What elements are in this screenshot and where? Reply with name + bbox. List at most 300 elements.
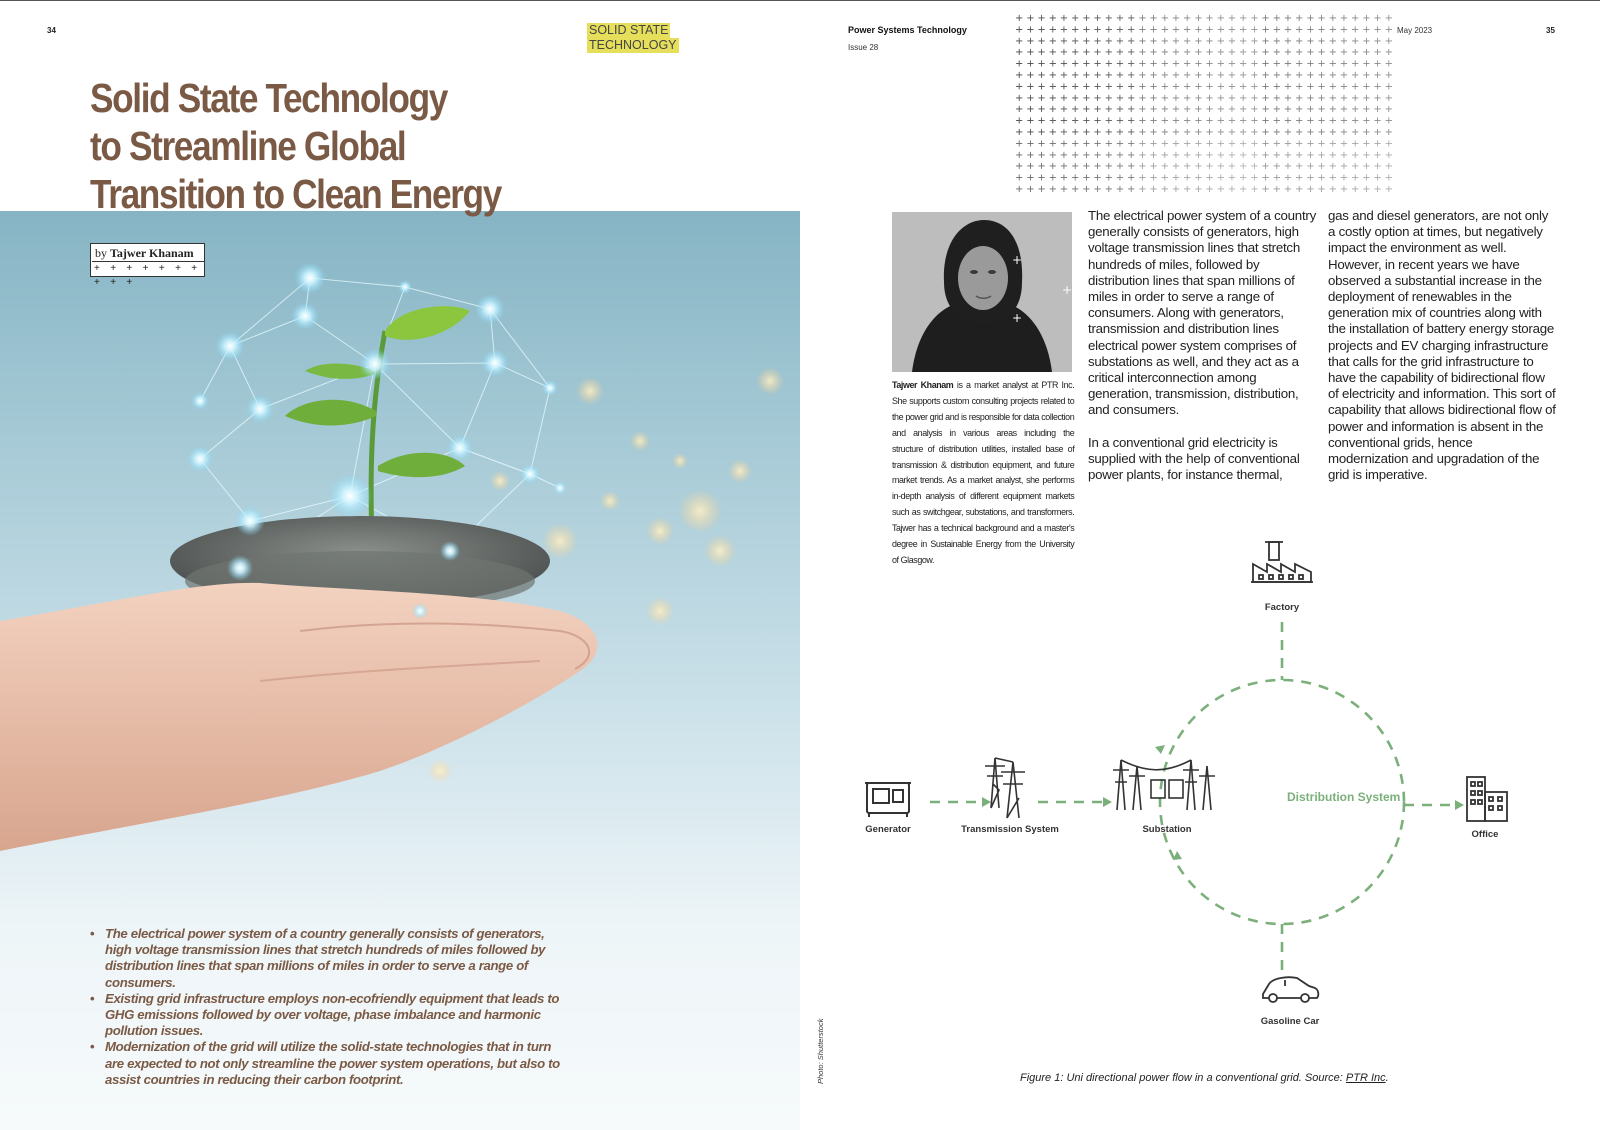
plus-glyph: + (1272, 138, 1281, 150)
plus-glyph: + (1194, 92, 1203, 104)
plus-glyph: + (1272, 149, 1281, 161)
plus-glyph: + (1171, 115, 1181, 127)
plus-pattern-decoration (1011, 12, 1391, 198)
plus-glyph: + (1328, 58, 1337, 70)
plus-glyph: + (1295, 127, 1304, 138)
section-tag-line-2: TECHNOLOGY (589, 38, 677, 52)
plus-glyph: + (1373, 58, 1382, 70)
key-point: • Modernization of the grid will utilize the solid-state technologies that in turn are expected to not only streamline the power system operations, but also to assist countries in reducing their carbon footprint. (88, 1039, 568, 1088)
plus-glyph: + (1362, 149, 1371, 161)
byline-plus-row: + + + + + + + + + + (92, 261, 204, 276)
plus-glyph: + (1183, 58, 1192, 70)
plus-glyph: + (1283, 138, 1293, 150)
plus-glyph: + (1216, 138, 1225, 150)
plus-glyph: + (1384, 149, 1393, 161)
plus-glyph: + (1227, 184, 1237, 195)
plus-glyph: + (1104, 149, 1113, 161)
plus-glyph: + (1373, 47, 1382, 59)
plus-glyph: + (1104, 47, 1113, 59)
plus-glyph: + (1239, 127, 1248, 138)
plus-glyph: + (1127, 92, 1136, 104)
plus-glyph: + (1115, 172, 1125, 184)
plus-glyph: + (1138, 35, 1147, 47)
svg-text:+: + (1062, 283, 1073, 297)
plus-glyph: + (1082, 92, 1091, 104)
plus-glyph: + (1059, 81, 1069, 93)
plus-glyph: + (1317, 81, 1326, 93)
plus-glyph: + (1104, 92, 1113, 104)
plus-glyph: + (1048, 104, 1057, 116)
plus-glyph: + (1283, 70, 1293, 81)
byline-box (90, 243, 205, 288)
plus-glyph: + (1026, 104, 1035, 116)
plus-glyph: + (1160, 70, 1169, 81)
plus-glyph: + (1026, 81, 1035, 93)
plus-glyph: + (1026, 24, 1035, 36)
plus-glyph: + (1138, 92, 1147, 104)
plus-glyph: + (1048, 127, 1057, 138)
plus-glyph: + (1250, 161, 1259, 173)
plus-glyph: + (1239, 58, 1248, 70)
plus-glyph: + (1127, 127, 1136, 138)
plus-glyph: + (1115, 161, 1125, 173)
plus-glyph: + (1026, 92, 1035, 104)
plus-glyph: + (1127, 47, 1136, 59)
plus-glyph: + (1183, 81, 1192, 93)
plus-glyph: + (1115, 13, 1125, 24)
plus-glyph: + (1272, 47, 1281, 59)
plus-glyph: + (1026, 138, 1035, 150)
plus-glyph: + (1194, 115, 1203, 127)
plus-glyph: + (1295, 104, 1304, 116)
plus-glyph: + (1373, 13, 1382, 24)
body-column-2 (1328, 208, 1556, 499)
plus-glyph: + (1250, 24, 1259, 36)
plus-glyph: + (1306, 127, 1315, 138)
plus-glyph: + (1205, 115, 1214, 127)
plus-glyph: + (1239, 35, 1248, 47)
plus-glyph: + (1362, 138, 1371, 150)
caption-source-link[interactable]: PTR Inc (1345, 1072, 1386, 1084)
office-icon (1467, 777, 1507, 821)
plus-glyph: + (1216, 92, 1225, 104)
power-flow-diagram (855, 540, 1555, 1030)
plus-glyph: + (1138, 184, 1147, 195)
plus-glyph: + (1037, 161, 1046, 173)
plus-glyph: + (1261, 149, 1270, 161)
plus-glyph: + (1317, 161, 1326, 173)
plus-glyph: + (1239, 104, 1248, 116)
plus-glyph: + (1059, 35, 1069, 47)
plus-glyph: + (1015, 81, 1024, 93)
plus-glyph: + (1082, 58, 1091, 70)
plus-glyph: + (1250, 184, 1259, 195)
plus-glyph: + (1093, 92, 1102, 104)
plus-glyph: + (1160, 161, 1169, 173)
plus-glyph: + (1283, 161, 1293, 173)
plus-glyph: + (1205, 161, 1214, 173)
plus-glyph: + (1328, 127, 1337, 138)
plus-glyph: + (1026, 58, 1035, 70)
plus-glyph: + (1171, 24, 1181, 36)
plus-glyph: + (1239, 115, 1248, 127)
plus-glyph: + (1317, 172, 1326, 184)
plus-glyph: + (1250, 104, 1259, 116)
plus-glyph: + (1048, 81, 1057, 93)
plus-glyph: + (1328, 24, 1337, 36)
plus-glyph: + (1205, 184, 1214, 195)
plus-glyph: + (1283, 13, 1293, 24)
plus-glyph: + (1127, 104, 1136, 116)
plus-glyph: + (1149, 24, 1158, 36)
plus-glyph: + (1373, 104, 1382, 116)
plus-glyph: + (1015, 24, 1024, 36)
plus-glyph: + (1317, 92, 1326, 104)
plus-glyph: + (1306, 47, 1315, 59)
plus-glyph: + (1015, 92, 1024, 104)
plus-glyph: + (1194, 70, 1203, 81)
plus-glyph: + (1160, 138, 1169, 150)
plus-glyph: + (1037, 184, 1046, 195)
plus-glyph: + (1384, 138, 1393, 150)
plus-glyph: + (1048, 184, 1057, 195)
plus-glyph: + (1104, 35, 1113, 47)
plus-glyph: + (1037, 115, 1046, 127)
plus-glyph: + (1048, 149, 1057, 161)
plus-glyph: + (1082, 13, 1091, 24)
plus-glyph: + (1071, 161, 1080, 173)
plus-glyph: + (1216, 70, 1225, 81)
plus-glyph: + (1362, 127, 1371, 138)
plus-glyph: + (1037, 92, 1046, 104)
plus-glyph: + (1261, 81, 1270, 93)
plus-glyph: + (1239, 92, 1248, 104)
plus-glyph: + (1373, 149, 1382, 161)
plus-glyph: + (1261, 58, 1270, 70)
plus-glyph: + (1093, 35, 1102, 47)
plus-glyph: + (1216, 115, 1225, 127)
plus-glyph: + (1082, 184, 1091, 195)
plus-glyph: + (1026, 70, 1035, 81)
plus-glyph: + (1093, 58, 1102, 70)
plus-glyph: + (1250, 138, 1259, 150)
plus-glyph: + (1026, 161, 1035, 173)
plus-glyph: + (1104, 115, 1113, 127)
plus-glyph: + (1373, 70, 1382, 81)
plus-glyph: + (1171, 35, 1181, 47)
plus-glyph: + (1239, 138, 1248, 150)
plus-glyph: + (1059, 13, 1069, 24)
plus-glyph: + (1272, 184, 1281, 195)
plus-glyph: + (1127, 58, 1136, 70)
plus-glyph: + (1138, 47, 1147, 59)
plus-glyph: + (1351, 149, 1360, 161)
plus-glyph: + (1328, 92, 1337, 104)
plus-glyph: + (1093, 104, 1102, 116)
plus-glyph: + (1295, 35, 1304, 47)
plus-glyph: + (1250, 172, 1259, 184)
plus-glyph: + (1205, 127, 1214, 138)
plus-glyph: + (1149, 161, 1158, 173)
plus-glyph: + (1339, 184, 1349, 195)
plus-glyph: + (1138, 58, 1147, 70)
plus-glyph: + (1026, 149, 1035, 161)
plus-glyph: + (1205, 24, 1214, 36)
plus-glyph: + (1216, 24, 1225, 36)
plus-glyph: + (1183, 104, 1192, 116)
plus-glyph: + (1295, 70, 1304, 81)
plus-glyph: + (1250, 149, 1259, 161)
plus-glyph: + (1306, 184, 1315, 195)
plus-glyph: + (1194, 13, 1203, 24)
plus-glyph: + (1149, 184, 1158, 195)
plus-glyph: + (1227, 58, 1237, 70)
plus-glyph: + (1384, 47, 1393, 59)
plus-glyph: + (1127, 161, 1136, 173)
plus-glyph: + (1160, 149, 1169, 161)
plus-glyph: + (1261, 92, 1270, 104)
plus-glyph: + (1384, 13, 1393, 24)
bio-author-name: Tajwer Khanam (892, 380, 954, 391)
plus-glyph: + (1373, 24, 1382, 36)
plus-glyph: + (1295, 81, 1304, 93)
plus-glyph: + (1272, 13, 1281, 24)
plus-glyph: + (1239, 149, 1248, 161)
plus-glyph: + (1295, 161, 1304, 173)
plus-glyph: + (1216, 127, 1225, 138)
plus-glyph: + (1250, 13, 1259, 24)
plus-glyph: + (1205, 70, 1214, 81)
plus-glyph: + (1362, 81, 1371, 93)
plus-glyph: + (1071, 47, 1080, 59)
plus-glyph: + (1037, 47, 1046, 59)
plus-glyph: + (1127, 172, 1136, 184)
plus-glyph: + (1339, 161, 1349, 173)
plus-glyph: + (1093, 81, 1102, 93)
plus-glyph: + (1149, 104, 1158, 116)
plus-glyph: + (1082, 172, 1091, 184)
plus-glyph: + (1115, 70, 1125, 81)
plus-glyph: + (1261, 184, 1270, 195)
plus-glyph: + (1351, 92, 1360, 104)
plus-glyph: + (1384, 70, 1393, 81)
plus-glyph: + (1026, 35, 1035, 47)
plus-glyph: + (1362, 184, 1371, 195)
label-office: Office (1471, 829, 1499, 840)
plus-glyph: + (1306, 35, 1315, 47)
svg-text:+: + (1012, 311, 1023, 325)
plus-glyph: + (1183, 47, 1192, 59)
plus-glyph: + (1194, 127, 1203, 138)
plus-glyph: + (1059, 47, 1069, 59)
plus-glyph: + (1082, 127, 1091, 138)
svg-text:+: + (1012, 253, 1023, 267)
plus-glyph: + (1015, 184, 1024, 195)
plus-glyph: + (1272, 58, 1281, 70)
label-transmission: Transmission System (961, 824, 1059, 835)
plus-glyph: + (1082, 35, 1091, 47)
plus-glyph: + (1194, 161, 1203, 173)
plus-glyph: + (1037, 24, 1046, 36)
plus-glyph: + (1328, 115, 1337, 127)
plus-glyph: + (1048, 161, 1057, 173)
plus-glyph: + (1048, 24, 1057, 36)
plus-glyph: + (1339, 58, 1349, 70)
plus-glyph: + (1115, 149, 1125, 161)
plus-glyph: + (1373, 35, 1382, 47)
plus-glyph: + (1339, 35, 1349, 47)
plus-glyph: + (1373, 92, 1382, 104)
plus-glyph: + (1015, 35, 1024, 47)
plus-glyph: + (1306, 149, 1315, 161)
plus-glyph: + (1093, 115, 1102, 127)
plus-glyph: + (1037, 13, 1046, 24)
plus-glyph: + (1171, 92, 1181, 104)
plus-glyph: + (1082, 24, 1091, 36)
plus-glyph: + (1227, 172, 1237, 184)
photo-credit: Photo: Shutterstock (816, 1018, 825, 1084)
plus-glyph: + (1283, 47, 1293, 59)
plus-glyph: + (1171, 127, 1181, 138)
figure-caption (1020, 1072, 1389, 1084)
plus-glyph: + (1127, 149, 1136, 161)
plus-glyph: + (1127, 81, 1136, 93)
plus-glyph: + (1306, 24, 1315, 36)
plus-glyph: + (1261, 24, 1270, 36)
plus-glyph: + (1317, 24, 1326, 36)
plus-glyph: + (1059, 58, 1069, 70)
plus-glyph: + (1048, 138, 1057, 150)
page-number-right: 35 (1546, 26, 1555, 35)
plus-glyph: + (1071, 35, 1080, 47)
plus-glyph: + (1171, 13, 1181, 24)
plus-glyph: + (1059, 92, 1069, 104)
plus-glyph: + (1015, 104, 1024, 116)
plus-glyph: + (1194, 58, 1203, 70)
plus-glyph: + (1015, 138, 1024, 150)
byline-author[interactable]: Tajwer Khanam (110, 246, 194, 260)
plus-glyph: + (1272, 81, 1281, 93)
plus-glyph: + (1171, 172, 1181, 184)
plus-glyph: + (1351, 184, 1360, 195)
plus-glyph: + (1227, 161, 1237, 173)
plus-glyph: + (1216, 149, 1225, 161)
plus-glyph: + (1216, 81, 1225, 93)
plus-glyph: + (1227, 115, 1237, 127)
plus-glyph: + (1115, 81, 1125, 93)
plus-glyph: + (1306, 104, 1315, 116)
plus-glyph: + (1149, 149, 1158, 161)
plus-glyph: + (1295, 47, 1304, 59)
plus-glyph: + (1160, 115, 1169, 127)
plus-glyph: + (1104, 24, 1113, 36)
plus-glyph: + (1250, 127, 1259, 138)
plus-glyph: + (1071, 70, 1080, 81)
plus-glyph: + (1071, 58, 1080, 70)
plus-glyph: + (1093, 161, 1102, 173)
plus-glyph: + (1071, 172, 1080, 184)
plus-glyph: + (1093, 127, 1102, 138)
plus-glyph: + (1250, 115, 1259, 127)
plus-glyph: + (1149, 35, 1158, 47)
plus-glyph: + (1160, 58, 1169, 70)
label-factory: Factory (1264, 602, 1300, 613)
plus-glyph: + (1160, 184, 1169, 195)
plus-glyph: + (1317, 127, 1326, 138)
plus-glyph: + (1194, 149, 1203, 161)
plus-glyph: + (1239, 81, 1248, 93)
plus-glyph: + (1205, 81, 1214, 93)
plus-glyph: + (1059, 172, 1069, 184)
plus-glyph: + (1048, 70, 1057, 81)
plus-glyph: + (1261, 115, 1270, 127)
plus-glyph: + (1295, 24, 1304, 36)
plus-glyph: + (1362, 115, 1371, 127)
plus-glyph: + (1306, 70, 1315, 81)
plus-glyph: + (1037, 138, 1046, 150)
plus-glyph: + (1384, 172, 1393, 184)
plus-glyph: + (1183, 24, 1192, 36)
plus-glyph: + (1384, 81, 1393, 93)
plus-glyph: + (1160, 35, 1169, 47)
label-substation: Substation (1142, 824, 1192, 835)
plus-glyph: + (1216, 13, 1225, 24)
author-portrait (892, 212, 1072, 372)
plus-glyph: + (1048, 13, 1057, 24)
plus-glyph: + (1138, 149, 1147, 161)
plus-glyph: + (1351, 58, 1360, 70)
plus-glyph: + (1082, 81, 1091, 93)
plus-glyph: + (1115, 58, 1125, 70)
plus-glyph: + (1362, 70, 1371, 81)
plus-glyph: + (1059, 127, 1069, 138)
author-portrait-image (892, 212, 1072, 372)
plus-glyph: + (1295, 172, 1304, 184)
plus-glyph: + (1015, 58, 1024, 70)
plus-glyph: + (1339, 104, 1349, 116)
plus-glyph: + (1205, 35, 1214, 47)
plus-glyph: + (1362, 47, 1371, 59)
plus-glyph: + (1261, 13, 1270, 24)
plus-glyph: + (1384, 92, 1393, 104)
plus-glyph: + (1082, 115, 1091, 127)
plus-glyph: + (1227, 24, 1237, 36)
plus-glyph: + (1362, 104, 1371, 116)
plus-glyph: + (1082, 47, 1091, 59)
generator-icon (865, 783, 911, 817)
byline-text (95, 246, 194, 261)
plus-glyph: + (1261, 104, 1270, 116)
plus-glyph: + (1306, 92, 1315, 104)
plus-glyph: + (1250, 81, 1259, 93)
plus-glyph: + (1239, 24, 1248, 36)
plus-glyph: + (1183, 161, 1192, 173)
plus-glyph: + (1351, 172, 1360, 184)
plus-glyph: + (1149, 13, 1158, 24)
diagram-graphics (855, 540, 1555, 1030)
plus-glyph: + (1250, 35, 1259, 47)
plus-glyph: + (1160, 81, 1169, 93)
plus-glyph: + (1071, 13, 1080, 24)
plus-glyph: + (1261, 47, 1270, 59)
plus-glyph: + (1149, 81, 1158, 93)
plus-glyph: + (1059, 184, 1069, 195)
plus-glyph: + (1328, 35, 1337, 47)
plus-glyph: + (1015, 70, 1024, 81)
plus-glyph: + (1317, 138, 1326, 150)
plus-glyph: + (1171, 149, 1181, 161)
plus-glyph: + (1306, 58, 1315, 70)
